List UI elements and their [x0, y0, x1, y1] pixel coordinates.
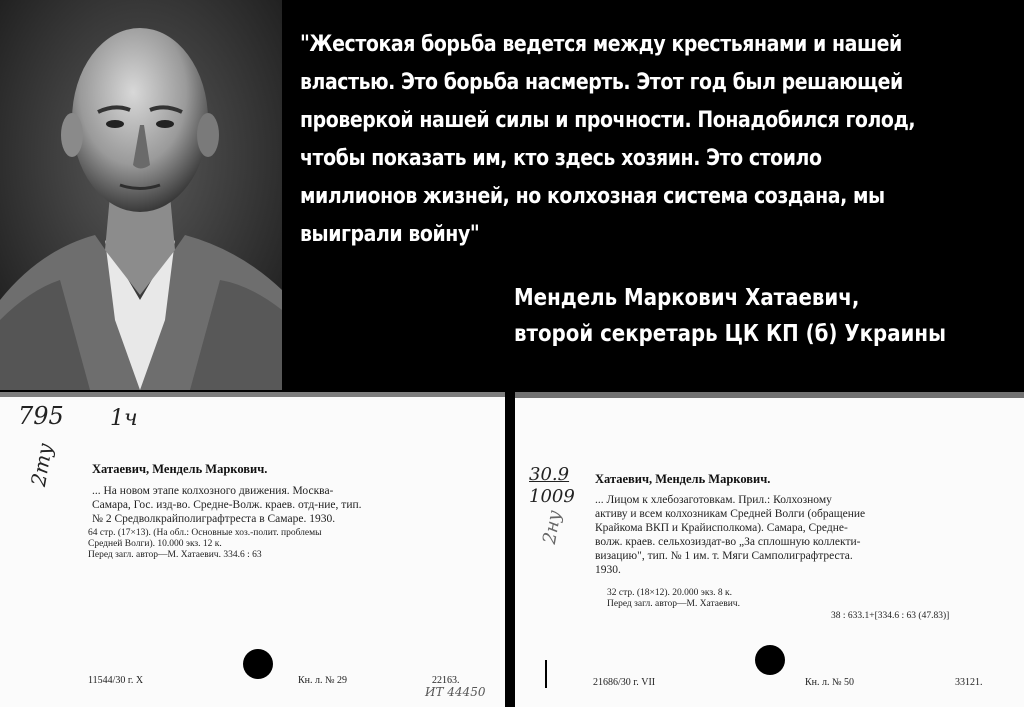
portrait-illustration — [0, 0, 282, 390]
portrait-photo — [0, 0, 282, 390]
card-footer-number: 33121. — [955, 677, 983, 688]
card-small-line: 64 стр. (17×13). (На обл.: Основные хоз.-полит. проблемы — [88, 528, 322, 538]
catalog-card-right — [515, 392, 1024, 707]
card-heading: Хатаевич, Мендель Маркович. — [92, 462, 268, 476]
card-footer-book: Кн. л. № 50 — [805, 677, 855, 688]
quote-line: проверкой нашей силы и прочности. Понадобился голод, — [300, 108, 916, 133]
card-line: визацию", тип. № 1 им. т. Мяги Самполиграфтреста. — [595, 550, 853, 562]
card-line: № 2 Средволкрайполиграфтреста в Самаре. 1930. — [92, 513, 336, 525]
card-classification: 38 : 633.1+[334.6 : 63 (47.83)] — [831, 611, 950, 621]
card-punch-hole — [755, 645, 785, 675]
handwritten-footer-note: ИТ 44450 — [425, 685, 486, 699]
quote-panel — [282, 0, 1024, 392]
card-divider — [505, 392, 515, 707]
handwritten-mark: 1ч — [110, 406, 138, 431]
author-name: Мендель Маркович Хатаевич, — [514, 285, 860, 311]
card-punch-hole — [243, 649, 273, 679]
handwritten-number: 795 — [18, 402, 64, 430]
card-line: ... Лицом к хлебозаготовкам. Прил.: Колхозному — [595, 494, 832, 506]
card-line: Крайкома ВКП и Крайисполкома). Самара, Средне- — [595, 522, 848, 534]
quote-text — [300, 26, 1014, 254]
handwritten-side-note: 2ту — [26, 441, 58, 489]
card-small-line: Средней Волги). 10.000 экз. 12 к. — [88, 539, 222, 549]
quote-line: "Жестокая борьба ведется между крестьянами и нашей — [300, 32, 902, 57]
handwritten-number: 1009 — [529, 486, 575, 507]
handwritten-side-note: 2ну — [539, 508, 566, 546]
quote-attribution — [514, 280, 946, 352]
catalog-card-left — [0, 392, 505, 707]
handwritten-stroke — [545, 660, 547, 688]
card-footer-code: 11544/30 г. X — [88, 675, 144, 686]
handwritten-date: 30.9 — [529, 464, 570, 485]
quote-line: властью. Это борьба насмерть. Этот год был решающей — [300, 70, 903, 95]
author-title: второй секретарь ЦК КП (б) Украины — [514, 321, 946, 347]
quote-line: чтобы показать им, кто здесь хозяин. Это стоило — [300, 146, 822, 171]
card-small-line: Перед загл. автор—М. Хатаевич. — [607, 599, 740, 609]
card-footer-number: 22163. — [432, 675, 460, 686]
quote-line: миллионов жизней, но колхозная система создана, мы — [300, 184, 885, 209]
card-line: активу и всем колхозникам Средней Волги (обращение — [595, 508, 866, 520]
card-line: Самара, Гос. изд-во. Средне-Волж. краев. отд-ние, тип. — [92, 499, 362, 511]
card-heading: Хатаевич, Мендель Маркович. — [595, 472, 771, 486]
card-small-line: 32 стр. (18×12). 20.000 экз. 8 к. — [607, 588, 732, 598]
card-line: 1930. — [595, 564, 621, 576]
card-footer-code: 21686/30 г. VII — [593, 677, 656, 688]
card-small-line: Перед загл. автор—М. Хатаевич. 334.6 : 63 — [88, 550, 262, 560]
card-line: ... На новом этапе колхозного движения. Москва- — [92, 485, 334, 497]
card-footer-book: Кн. л. № 29 — [298, 675, 348, 686]
card-line: волж. краев. сельхозиздат-во „За сплошную коллекти- — [595, 536, 861, 548]
quote-line: выиграли войну" — [300, 222, 480, 247]
